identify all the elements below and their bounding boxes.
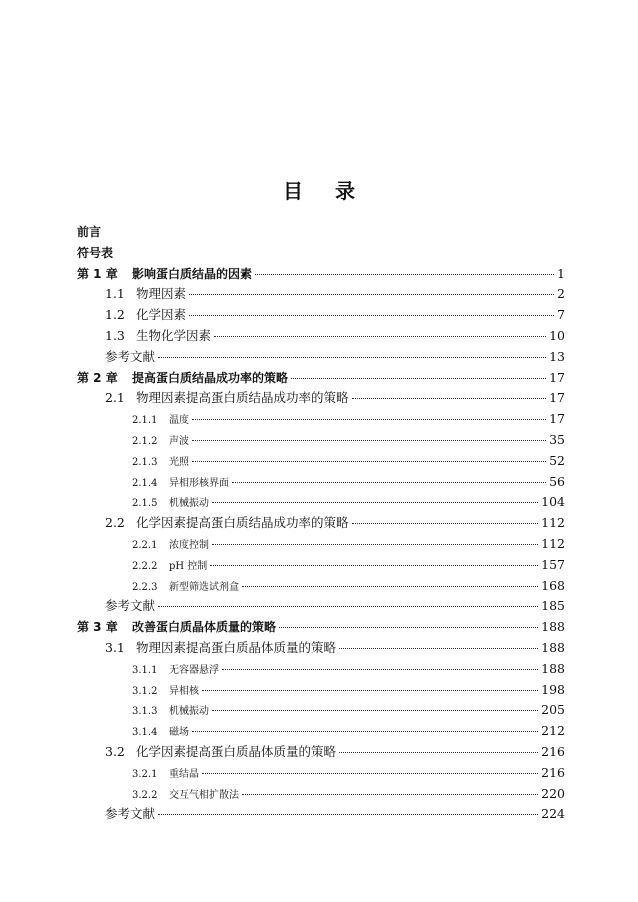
toc-entry-label: 符号表 [77,245,114,260]
toc-entry-page: 198 [541,681,565,697]
toc-entry-subsection [77,451,565,472]
toc-entry-page: 52 [549,452,565,468]
toc-entry-label: 声波 [169,435,189,447]
toc-entry-page: 13 [549,348,565,364]
dot-leader [189,294,554,295]
toc-entry-ref [77,596,565,617]
toc-entry-number: 2.2.1 [132,539,158,551]
toc-entry-label: 新型筛选试剂盒 [169,581,239,593]
toc-entry-number: 1.3 [105,327,125,343]
toc-entry-label: 参考文献 [105,598,156,614]
toc-entry-page: 7 [557,307,565,323]
toc-entry-number: 1.1 [105,286,125,302]
table-of-contents [77,222,565,825]
toc-entry-label: 重结晶 [169,768,199,780]
toc-entry-label: 影响蛋白质结晶的因素 [132,266,253,281]
dot-leader [158,357,546,358]
toc-entry-page: 112 [541,535,565,551]
toc-entry-ref [77,804,565,825]
dot-leader [210,565,538,566]
toc-entry-section [77,388,565,409]
toc-entry-label: pH 控制 [169,560,208,572]
toc-entry-page: 224 [541,806,565,822]
toc-entry-page: 17 [549,390,565,406]
toc-entry-page: 185 [541,598,565,614]
dot-leader [212,710,538,711]
dot-leader [242,794,538,795]
dot-leader [202,773,538,774]
toc-entry-number: 2.2.3 [132,581,158,593]
dot-leader [192,461,546,462]
dot-leader [232,482,546,483]
toc-entry-number: 第 3 章 [77,620,118,635]
toc-entry-number: 3.2 [105,743,125,759]
toc-entry-subsection [77,784,565,805]
toc-entry-subsection [77,700,565,721]
toc-entry-label: 化学因素提高蛋白质结晶成功率的策略 [136,515,349,531]
toc-entry-subsection [77,430,565,451]
toc-entry-label: 改善蛋白质晶体质量的策略 [132,620,277,635]
toc-entry-page: 104 [541,494,565,510]
dot-leader [158,814,538,815]
toc-entry-subsection [77,534,565,555]
toc-entry-subsection [77,492,565,513]
dot-leader [352,398,547,399]
toc-entry-page: 157 [541,556,565,572]
toc-entry-label: 交互气相扩散法 [169,789,239,801]
dot-leader [222,669,538,670]
dot-leader [212,502,538,503]
toc-entry-page: 220 [541,785,565,801]
toc-entry-number: 1.2 [105,307,125,323]
toc-entry-section [77,326,565,347]
toc-entry-page: 1 [557,265,565,281]
toc-entry-number: 3.1.1 [132,664,158,676]
dot-leader [212,544,538,545]
dot-leader [255,274,554,275]
toc-entry-subsection [77,680,565,701]
toc-entry-section [77,742,565,763]
toc-entry-number: 2.1.3 [132,456,158,468]
toc-entry-number: 3.1.2 [132,685,158,697]
toc-entry-subsection [77,659,565,680]
toc-entry-number: 2.1.2 [132,435,158,447]
toc-entry-number: 3.2.2 [132,789,158,801]
toc-entry-page: 216 [541,764,565,780]
dot-leader [242,586,538,587]
toc-entry-number: 3.1.3 [132,706,158,718]
toc-entry-label: 无容器悬浮 [169,664,219,676]
dot-leader [202,690,538,691]
toc-entry-page: 188 [541,639,565,655]
toc-entry-chapter [77,617,565,638]
dot-leader [158,606,538,607]
toc-entry-page: 56 [549,473,565,489]
toc-entry-page: 112 [541,515,565,531]
toc-entry-label: 前言 [77,225,102,239]
dot-leader [214,336,546,337]
toc-entry-label: 物理因素提高蛋白质晶体质量的策略 [136,639,337,655]
toc-entry-page: 35 [549,431,565,447]
toc-entry-label: 异相核 [169,685,199,697]
toc-entry-page: 216 [541,743,565,759]
toc-entry-subsection [77,721,565,742]
toc-entry-label: 机械振动 [169,706,209,718]
toc-entry-label: 参考文献 [105,806,156,822]
toc-entry-section [77,284,565,305]
toc-entry-subsection [77,763,565,784]
toc-entry-page: 168 [541,577,565,593]
toc-entry-page: 205 [541,702,565,718]
toc-entry-subsection [77,576,565,597]
toc-entry-label: 化学因素提高蛋白质晶体质量的策略 [136,743,337,759]
dot-leader [192,419,546,420]
toc-entry-page: 2 [557,286,565,302]
toc-entry-section [77,513,565,534]
toc-entry-number: 3.1.4 [132,727,158,739]
toc-entry-plain [77,243,565,264]
toc-entry-label: 生物化学因素 [136,327,212,343]
toc-entry-page: 188 [541,660,565,676]
toc-entry-section [77,638,565,659]
toc-entry-subsection [77,409,565,430]
dot-leader [192,731,538,732]
toc-entry-section [77,305,565,326]
toc-entry-label: 磁场 [169,727,189,739]
page-title: 目录 [283,179,387,203]
toc-entry-page: 212 [541,723,565,739]
dot-leader [352,523,539,524]
toc-entry-number: 第 1 章 [77,266,118,281]
dot-leader [192,440,546,441]
toc-entry-number: 第 2 章 [77,370,118,385]
dot-leader [291,378,546,379]
toc-entry-page: 17 [549,411,565,427]
toc-entry-label: 光照 [169,456,189,468]
dot-leader [279,627,538,628]
toc-entry-number: 2.1.1 [132,415,158,427]
toc-entry-number: 2.2.2 [132,560,158,572]
toc-entry-label: 提高蛋白质结晶成功率的策略 [132,370,289,385]
toc-entry-number: 2.1 [105,390,125,406]
toc-entry-number: 2.1.4 [132,477,158,489]
toc-entry-label: 化学因素 [136,307,187,323]
dot-leader [189,315,554,316]
toc-entry-page: 10 [549,327,565,343]
toc-entry-label: 浓度控制 [169,539,209,551]
toc-entry-subsection [77,472,565,493]
toc-entry-chapter [77,264,565,285]
toc-entry-chapter [77,368,565,389]
toc-entry-page: 188 [541,619,565,635]
toc-entry-label: 机械振动 [169,498,209,510]
toc-entry-label: 异相形核界面 [169,477,229,489]
toc-entry-page: 17 [549,369,565,385]
toc-entry-label: 物理因素 [136,286,187,302]
toc-entry-label: 参考文献 [105,348,156,364]
dot-leader [339,752,538,753]
toc-entry-subsection [77,555,565,576]
toc-entry-number: 3.2.1 [132,768,158,780]
toc-entry-number: 2.1.5 [132,498,158,510]
dot-leader [339,648,538,649]
toc-entry-label: 温度 [169,415,189,427]
toc-entry-plain [77,222,565,243]
toc-entry-ref [77,347,565,368]
toc-entry-label: 物理因素提高蛋白质结晶成功率的策略 [136,390,349,406]
toc-entry-number: 3.1 [105,639,125,655]
toc-entry-number: 2.2 [105,515,125,531]
